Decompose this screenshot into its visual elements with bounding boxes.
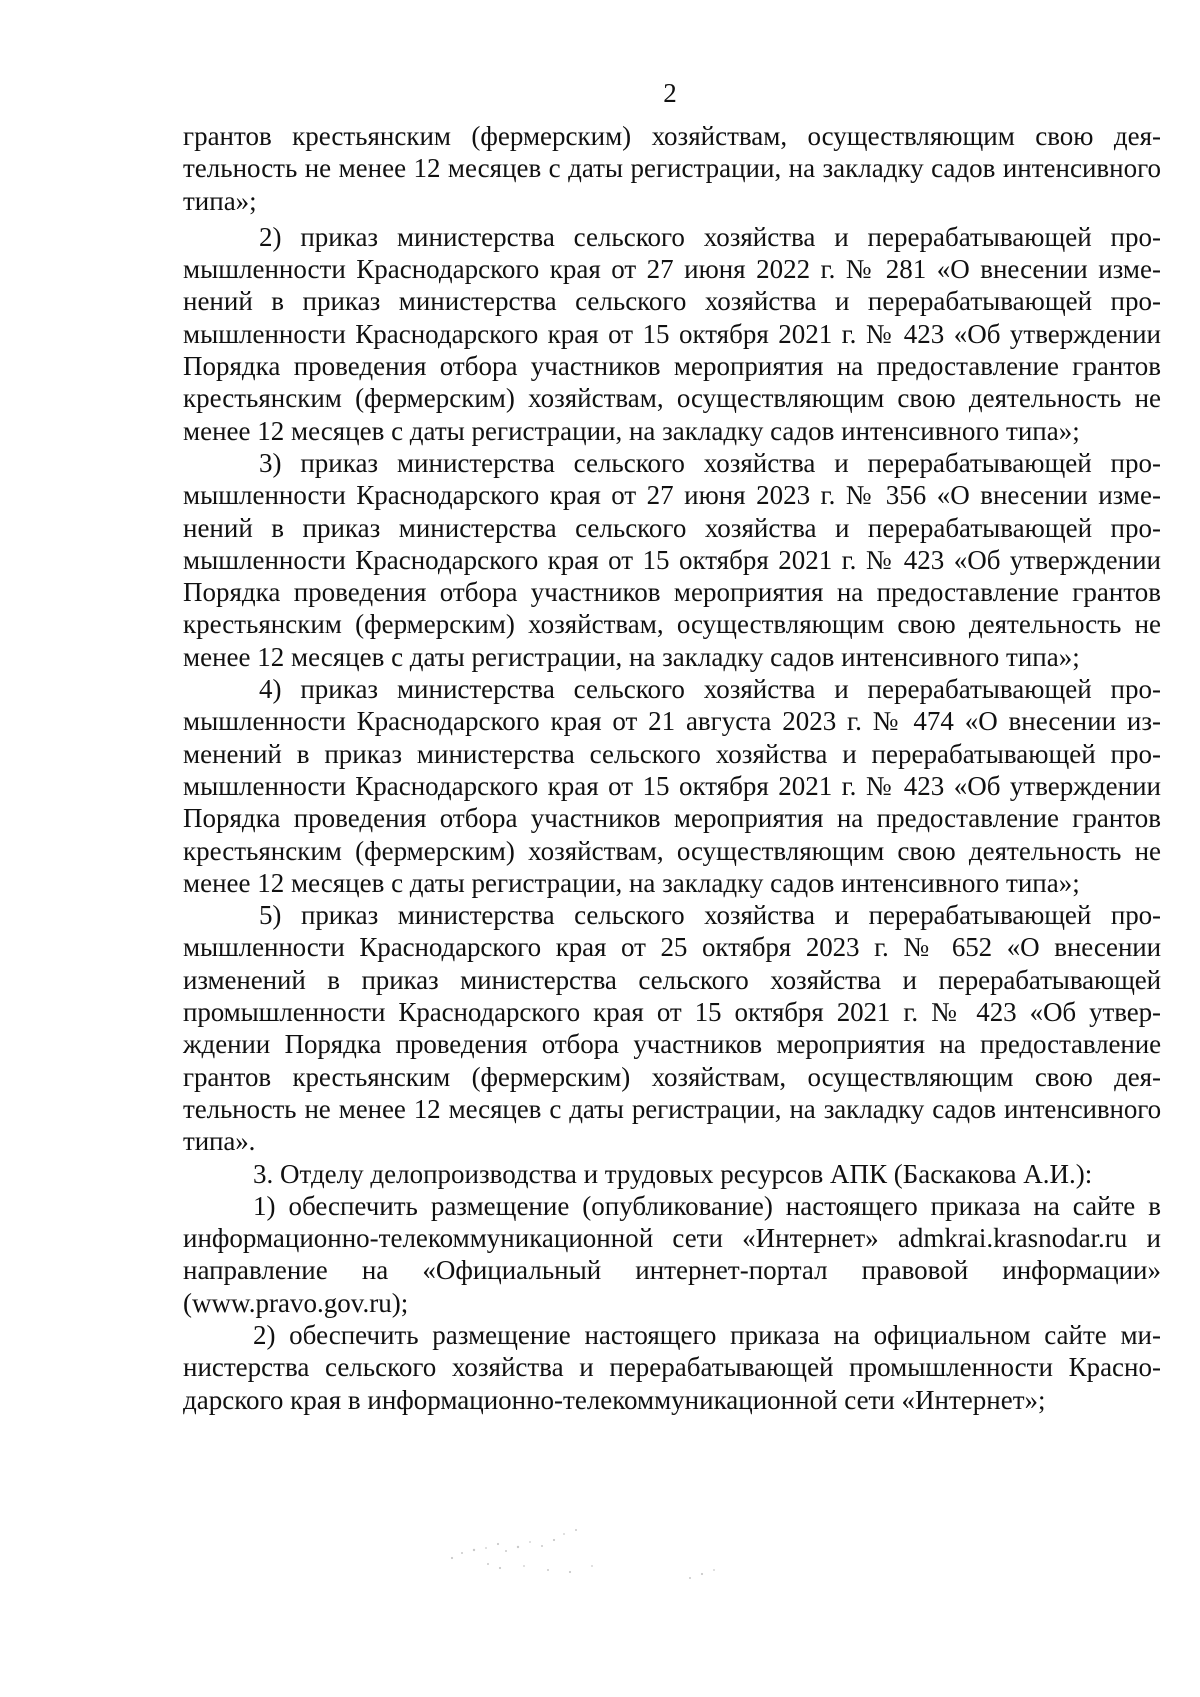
list-item-order-3: 3) приказ министерства сельского хозяйства и перерабатывающей промышленности Краснодарского края от 27 июня 2023 г. № 356 «О внесении изменений в приказ министерства сельского хозяйства и перерабатывающей промышленности Краснодарского края от 15 октября 2021 г. № 423 «Об утверждении Порядка проведения отбора участников мероприятия на предоставление грантов крестьянским (фермерским) хозяйствам, осуществляющим свою деятельность не менее 12 месяцев с даты регистрации, на закладку садов интенсивного типа»; bbox=[183, 447, 1161, 672]
list-item-order-5: 5) приказ министерства сельского хозяйства и перерабатывающей промышленности Краснодарского края от 25 октября 2023 г. № 652 «О внесении изменений в приказ министерства сельского хозяйства и перерабатывающей промышленности Краснодарского края от 15 октября 2021 г. № 423 «Об утверждении Порядка проведения отбора участников мероприятия на предоставление грантов крестьянским (фермерским) хозяйствам, осуществляющим свою деятельность не менее 12 месяцев с даты регистрации, на закладку садов интенсивного типа». bbox=[183, 900, 1161, 1157]
paragraph-continuation: грантов крестьянским (фермерским) хозяйствам, осуществляющим свою деятельность не менее 12 месяцев с даты регистрации, на закладку садов интенсивного типа»; bbox=[183, 121, 1161, 216]
page-number: 2 bbox=[663, 78, 677, 108]
section-3-heading: 3. Отделу делопроизводства и трудовых ресурсов АПК (Баскакова А.И.): bbox=[253, 1158, 1093, 1189]
section-3-item-1: 1) обеспечить размещение (опубликование) настоящего приказа на сайте в информационно-телекоммуникационной сети «Интернет» admkrai.krasnodar.ru и направление на «Официальный интернет-портал правовой информации» (www.pravo.gov.ru); bbox=[183, 1190, 1161, 1318]
list-item-order-2: 2) приказ министерства сельского хозяйства и перерабатывающей промышленности Краснодарского края от 27 июня 2022 г. № 281 «О внесении изменений в приказ министерства сельского хозяйства и перерабатывающей промышленности Краснодарского края от 15 октября 2021 г. № 423 «Об утверждении Порядка проведения отбора участников мероприятия на предоставление грантов крестьянским (фермерским) хозяйствам, осуществляющим свою деятельность не менее 12 месяцев с даты регистрации, на закладку садов интенсивного типа»; bbox=[183, 221, 1161, 446]
document-body bbox=[183, 120, 1161, 1416]
scan-artifact bbox=[440, 1520, 760, 1590]
section-3-item-2: 2) обеспечить размещение настоящего приказа на официальном сайте министерства сельского хозяйства и перерабатывающей промышленности Краснодарского края в информационно-телекоммуникационной сети «Интернет»; bbox=[183, 1319, 1161, 1415]
list-item-order-4: 4) приказ министерства сельского хозяйства и перерабатывающей промышленности Краснодарского края от 21 августа 2023 г. № 474 «О внесении изменений в приказ министерства сельского хозяйства и перерабатывающей промышленности Краснодарского края от 15 октября 2021 г. № 423 «Об утверждении Порядка проведения отбора участников мероприятия на предоставление грантов крестьянским (фермерским) хозяйствам, осуществляющим свою деятельность не менее 12 месяцев с даты регистрации, на закладку садов интенсивного типа»; bbox=[183, 674, 1161, 898]
